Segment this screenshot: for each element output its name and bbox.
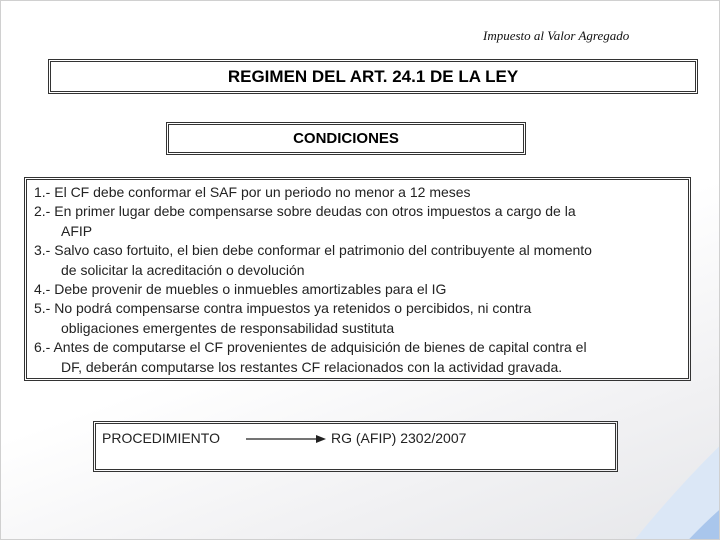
procedure-box (95, 423, 616, 470)
condition-item (34, 338, 682, 377)
conditions-list (34, 183, 682, 377)
procedure-value: RG (AFIP) 2302/2007 (331, 430, 467, 446)
condition-text-continuation: obligaciones emergentes de responsabilidad sustituta (61, 319, 395, 336)
condition-text: 1.- El CF debe conformar el SAF por un periodo no menor a 12 meses (34, 184, 471, 200)
conditions-list-box (26, 179, 689, 379)
condition-text: 4.- Debe provenir de muebles o inmuebles amortizables para el IG (34, 281, 447, 298)
condition-item (34, 280, 682, 299)
condition-text: 5.- No podrá compensarse contra impuestos ya retenidos o percibidos, ni contra (34, 300, 532, 317)
procedure-label: PROCEDIMIENTO (102, 430, 220, 446)
header-subject: Impuesto al Valor Agregado (483, 28, 630, 43)
condition-item (34, 183, 682, 202)
condition-item (34, 202, 682, 241)
condition-text: 3.- Salvo caso fortuito, el bien debe conformar el patrimonio del contribuyente al momento (34, 242, 592, 259)
condition-item (34, 241, 682, 280)
section-title: CONDICIONES (293, 130, 399, 147)
condition-text-continuation: AFIP (61, 222, 93, 239)
condition-text-continuation: de solicitar la acreditación o devolución (61, 261, 305, 278)
condition-text: 6.- Antes de computarse el CF provenientes de adquisición de bienes de capital contra el (34, 339, 587, 356)
section-title-box (168, 124, 524, 153)
condition-text: 2.- En primer lugar debe compensarse sobre deudas con otros impuestos a cargo de la (34, 203, 576, 220)
main-title: REGIMEN DEL ART. 24.1 DE LA LEY (227, 66, 519, 86)
arrow-right-icon (246, 433, 326, 445)
main-title-box (50, 61, 696, 92)
condition-item (34, 299, 682, 338)
condition-text-continuation: DF, deberán computarse los restantes CF relacionados con la actividad gravada. (61, 358, 563, 375)
